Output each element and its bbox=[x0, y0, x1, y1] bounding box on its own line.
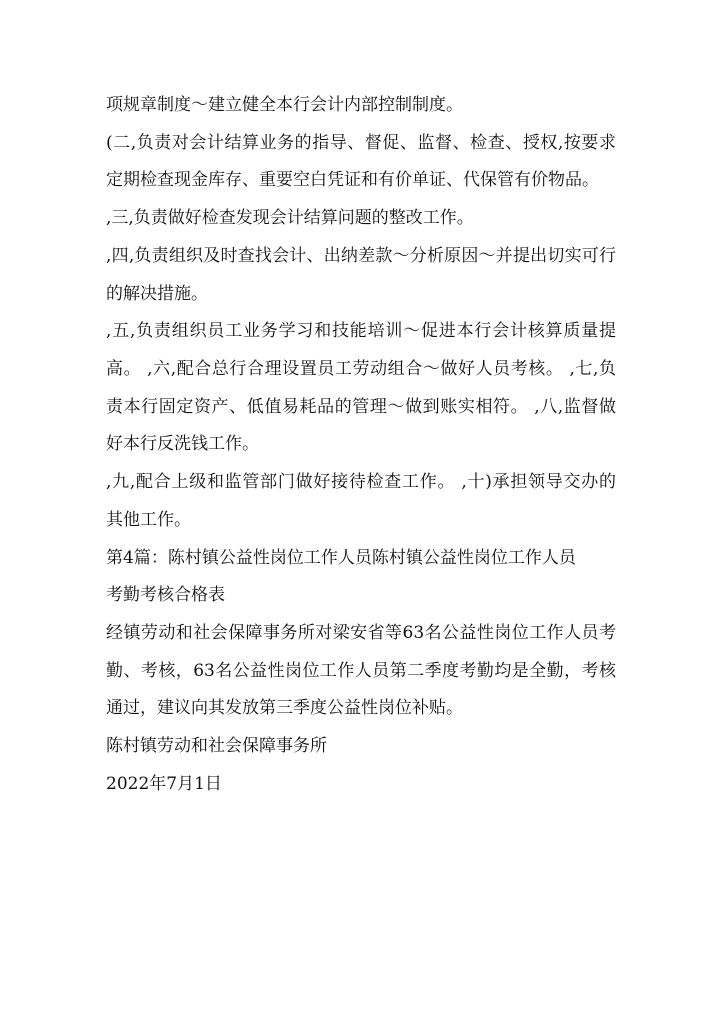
text-line: (二,负责对会计结算业务的指导、督促、监督、检查、授权,按要求 bbox=[106, 133, 616, 153]
section-heading-continued: 考勤考核合格表 bbox=[106, 585, 225, 605]
text-line: ,四,负责组织及时查找会计、出纳差款～分析原因～并提出切实可行 bbox=[106, 246, 616, 266]
text-line: ,九,配合上级和监管部门做好接待检查工作。 ,十)承担领导交办的 bbox=[106, 472, 616, 492]
text-line: ,五,负责组织员工业务学习和技能培训～促进本行会计核算质量提 bbox=[106, 321, 616, 341]
text-line: ,三,负责做好检查发现会计结算问题的整改工作。 bbox=[106, 208, 474, 228]
text-line: 经镇劳动和社会保障事务所对梁安省等63名公益性岗位工作人员考 bbox=[106, 623, 616, 643]
text-line: 勤、考核，63名公益性岗位工作人员第二季度考勤均是全勤，考核 bbox=[106, 661, 616, 681]
text-line: 高。 ,六,配合总行合理设置员工劳动组合～做好人员考核。 ,七,负 bbox=[106, 359, 616, 379]
text-line: 通过，建议向其发放第三季度公益性岗位补贴。 bbox=[106, 698, 463, 718]
text-line: 定期检查现金库存、重要空白凭证和有价单证、代保管有价物品。 bbox=[106, 170, 599, 190]
signature-organization: 陈村镇劳动和社会保障事务所 bbox=[106, 736, 327, 756]
text-line: 责本行固定资产、低值易耗品的管理～做到账实相符。 ,八,监督做 bbox=[106, 397, 616, 417]
signature-date: 2022年7月1日 bbox=[106, 774, 222, 794]
section-heading: 第4篇：陈村镇公益性岗位工作人员陈村镇公益性岗位工作人员 bbox=[106, 548, 576, 568]
text-line: 好本行反洗钱工作。 bbox=[106, 434, 259, 454]
text-line: 其他工作。 bbox=[106, 510, 191, 530]
text-line: 的解决措施。 bbox=[106, 284, 208, 304]
text-line: 项规章制度～建立健全本行会计内部控制制度。 bbox=[106, 95, 463, 115]
